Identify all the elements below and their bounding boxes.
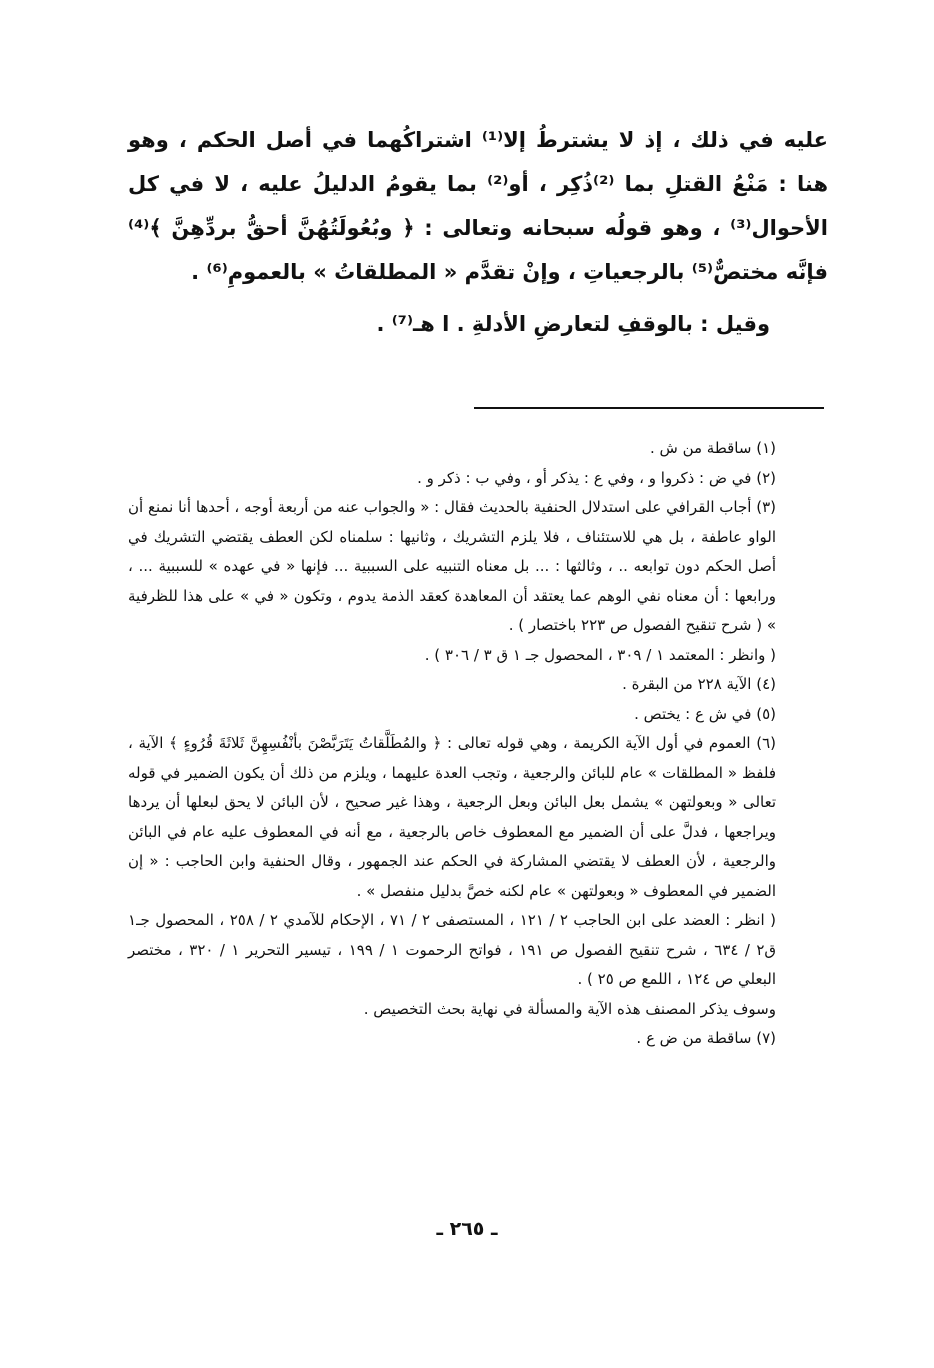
footnote-3: (٣) أجاب القرافي على استدلال الحنفية بالحديث فقال : « والجواب عنه من أربعة أوجه ، أحدها أنا نمنع أن الواو عاطفة ، بل هي للاستئناف ، فلا يلزم التشريك ، وثانيها : سلمناه لكن العطف يقتضي التشريك في أصل الحكم دون توابعه .. ، وثالثها : ... بل معناه التنبيه على السببية ... فإنها « في عهده » للسببية ... ، ورابعها : أن معناه نفي الوهم عما يعتقد أن المعاهدة كعقد الذمة يدوم ، وتكون « في » على هذا للظرفية » ( شرح تنقيح الفصول ص ٢٢٣ باختصار ) . (128, 498, 776, 634)
footnote-3-reference: ( وانظر : المعتمد ١ / ٣٠٩ ، المحصول جـ ١ ق ٣ / ٣٠٦ ) . (424, 645, 776, 664)
footnote-5: (٥) في ش ع : يختص . (634, 704, 776, 723)
footnote-1: (١) ساقطة من ش . (649, 439, 776, 457)
page-number: ـ ٢٦٥ ـ (436, 1218, 498, 1240)
footnotes (128, 434, 828, 1054)
footnote-6-note: وسوف يذكر المصنف هذه الآية والمسألة في نهاية بحث التخصيص . (363, 999, 776, 1018)
footnote-separator (474, 407, 824, 409)
footnote-2: (٢) في ض : ذكروا و ، وفي ع : يذكر أو ، وفي ب : ذكر و . (417, 468, 776, 487)
main-text (128, 118, 828, 346)
footnote-6-reference: ( انظر : العضد على ابن الحاجب ٢ / ١٢١ ، المستصفى ٢ / ٧١ ، الإحكام للآمدي ٢ / ٢٥٨ ، المحصول جـ١ ق٢ / ٦٣٤ ، شرح تنقيح الفصول ص ١٩١ ، فواتح الرحموت ١ / ١٩٩ ، تيسير التحرير ١ / ٣٢٠ ، مختصر البعلي ص ١٢٤ ، اللمع ص ٢٥ ) . (128, 911, 777, 988)
main-paragraph: عليه في ذلك ، إذ لا يشترطُ إلا⁽¹⁾ اشتراكُهما في أصل الحكم ، وهو هنا : مَنْعُ القتلِ بما ⁽²⁾ذُكِر ، أو⁽²⁾ بما يقومُ الدليلُ عليه ، لا في كل الأحوال⁽³⁾ ، وهو قولُه سبحانه وتعالى : ﴿ وبُعُولَتُهُنَّ أحقُّ بردِّهِنَّ ﴾⁽⁴⁾ فإنَّه مختصٌّ⁽⁵⁾ بالرجعياتِ ، وإنْ تقدَّم « المطلقاتُ » بالعمومِ⁽⁶⁾ . (128, 128, 829, 284)
footnote-7: (٧) ساقطة من ض ع . (636, 1029, 776, 1047)
main-paragraph-qiil: وقيل : بالوقفِ لتعارضِ الأدلةِ . ا هـ⁽⁷⁾ . (376, 312, 770, 336)
footnote-6: (٦) العموم في أول الآية الكريمة ، وهي قوله تعالى : ﴿ والمُطَلَّقاتُ يَتَرَبَّصْنَ بأنْفُسِهِنَّ ثَلاثَةَ قُرُوءٍ ﴾ الآية ، فلفظ « المطلقات » عام للبائن والرجعية ، وتجب العدة عليهما ، ويلزم من ذلك أن يكون الضمير في قوله تعالى « وبعولتهن » يشمل بعل البائن وبعل الرجعية ، وهذا غير صحيح ، لأن البائن لا يحق لبعلها أن يردها ويراجعها ، فدلَّ على أن الضمير مع المعطوف خاص بالرجعية ، مع أنه في المعطوف عليه عام في البائن والرجعية ، لأن العطف لا يقتضي المشاركة في الحكم عند الجمهور ، وقال الحنفية وابن الحاجب : « إن الضمير في المعطوف « وبعولتهن » عام لكنه خصَّ بدليل منفصل » . (128, 734, 776, 900)
footnote-4: (٤) الآية ٢٢٨ من البقرة . (622, 675, 776, 693)
